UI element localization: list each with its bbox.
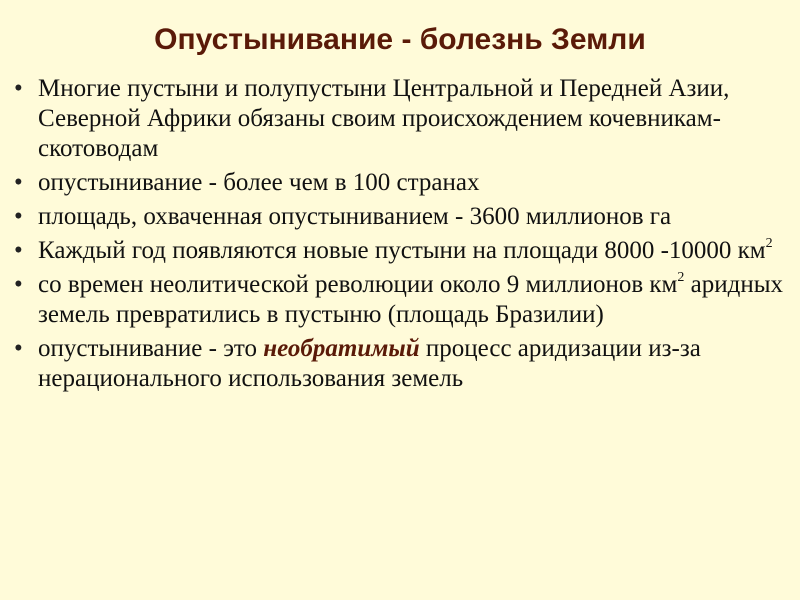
superscript: 2: [677, 269, 685, 285]
superscript: 2: [765, 235, 773, 251]
bullet-text: площадь, охваченная опустыниванием - 3600 миллионов га: [38, 203, 672, 230]
bullet-item: [14, 334, 794, 394]
bullet-list: [14, 74, 794, 398]
bullet-text: Многие пустыни и полупустыни Центральной и Передней Азии, Северной Африки обязаны своим происхождением кочевникам-скотоводам: [38, 75, 730, 162]
bullet-item: [14, 74, 794, 164]
bullet-icon: •: [14, 203, 23, 230]
bullet-text: [38, 270, 794, 330]
bullet-text: опустынивание - более чем в 100 странах: [38, 169, 480, 196]
bullet-icon: •: [14, 75, 23, 102]
bullet-item: [14, 236, 794, 266]
bullet-text-part: опустынивание - это: [38, 335, 264, 362]
bullet-text-part: Каждый год появляются новые пустыни на площади 8000 -10000 км: [38, 237, 766, 264]
bullet-icon: •: [14, 271, 23, 298]
bullet-text: [38, 236, 794, 266]
bullet-icon: •: [14, 169, 23, 196]
bullet-item: [14, 270, 794, 330]
bullet-text-part: со времен неолитической революции около 9 миллионов км: [38, 271, 678, 298]
bullet-item: [14, 168, 794, 198]
bullet-item: [14, 202, 794, 232]
bullet-icon: •: [14, 237, 23, 264]
bullet-text-part: аридных земель превратились в пустыню (площадь Бразилии): [38, 271, 784, 328]
slide-title: Опустынивание - болезнь Земли: [154, 23, 646, 56]
bullet-text-part: процесс аридизации из-за нерационального использования земель: [38, 335, 701, 392]
emphasis-text: необратимый: [263, 335, 420, 362]
bullet-text: [38, 334, 794, 394]
bullet-icon: •: [14, 335, 23, 362]
